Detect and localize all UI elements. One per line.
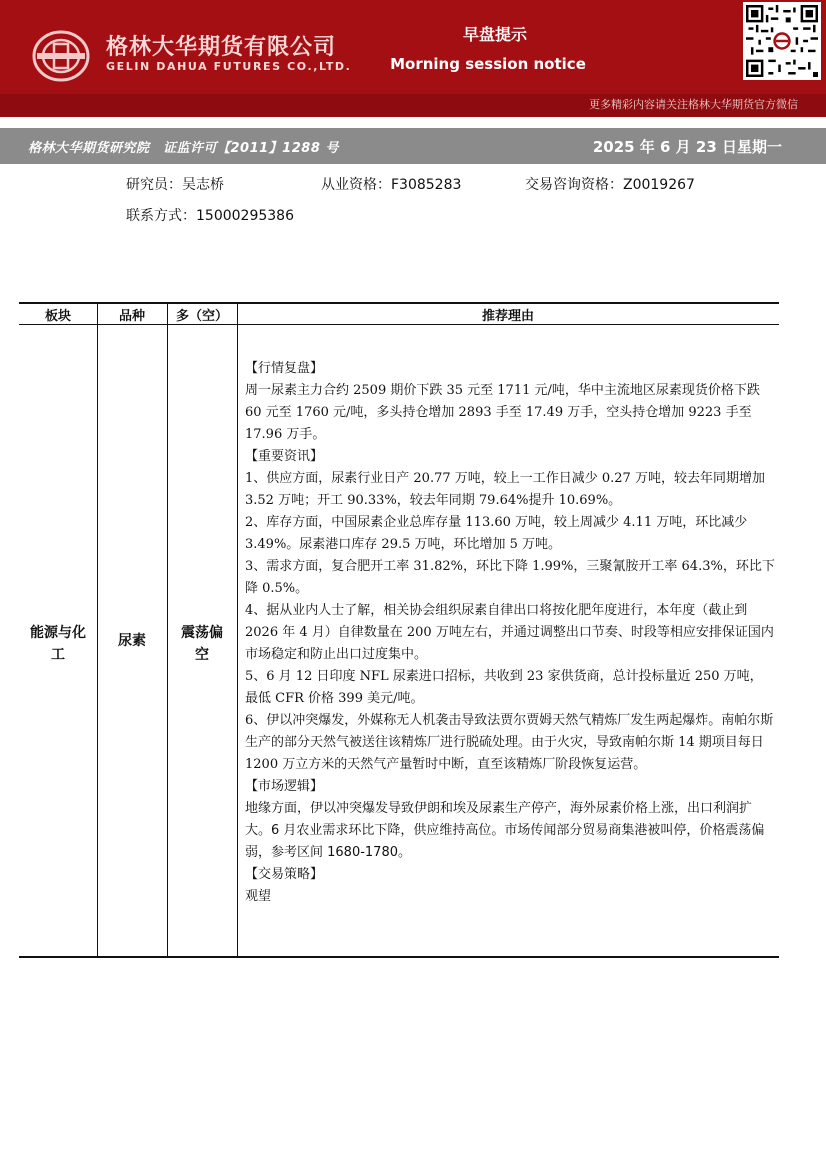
table-col-divider	[237, 302, 238, 958]
company-name-cn: 格林大华期货有限公司	[106, 34, 337, 60]
reason-paragraph: 1、供应方面，尿素行业日产 20.77 万吨，较上一工作日减少 0.27 万吨，较去年同期增加 3.52 万吨；开工 90.33%，较去年同期 79.64%提升 10.69%。	[245, 471, 765, 508]
reason-paragraph: 3、需求方面，复合肥开工率 31.82%，环比下降 1.99%，三聚氰胺开工率 64.3%，环比下降 0.5%。	[245, 559, 775, 596]
report-title-cn: 早盘提示	[462, 25, 527, 44]
reason-cell	[245, 358, 775, 908]
researcher-name: 研究员：吴志桥	[126, 177, 224, 193]
report-date: 2025 年 6 月 23 日星期一	[592, 138, 782, 156]
header-reason: 推荐理由	[481, 309, 534, 324]
institute-strip	[0, 128, 826, 164]
contact-info: 联系方式：15000295386	[126, 208, 294, 224]
header-product: 品种	[118, 309, 145, 324]
header-sector: 板块	[44, 309, 71, 324]
table-top-border	[19, 302, 779, 304]
wechat-qr-code-icon[interactable]	[743, 2, 821, 80]
header-banner	[0, 0, 826, 117]
direction-line: 空	[195, 647, 209, 663]
direction-line: 震荡偏	[181, 625, 223, 641]
institute-license: 格林大华期货研究院 证监许可【2011】1288 号	[28, 141, 339, 156]
wechat-follow-note: 更多精彩内容请关注格林大华期货官方微信	[589, 98, 798, 111]
header-direction: 多（空）	[175, 309, 228, 324]
product-cell: 尿素	[118, 633, 146, 649]
section-heading-strategy: 【交易策略】	[245, 867, 324, 882]
reason-paragraph: 周一尿素主力合约 2509 期价下跌 35 元至 1711 元/吨，华中主流地区尿素现货价格下跌 60 元至 1760 元/吨，多头持仓增加 2893 手至 17.49 万手，空头持仓增加 9223 手至 17.96 万手。	[245, 383, 760, 442]
sector-line: 工	[51, 647, 65, 663]
section-heading-market-logic: 【市场逻辑】	[245, 779, 324, 794]
report-title-en: Morning session notice	[390, 55, 586, 73]
reason-paragraph: 5、6 月 12 日印度 NFL 尿素进口招标，共收到 23 家供货商，总计投标量近 250 万吨，最低 CFR 价格 399 美元/吨。	[245, 669, 763, 706]
company-name-en: GELIN DAHUA FUTURES CO.,LTD.	[106, 60, 352, 73]
sector-line: 能源与化	[30, 625, 86, 641]
recommendation-table	[19, 302, 779, 958]
table-bottom-border	[19, 956, 779, 958]
reason-paragraph: 地缘方面，伊以冲突爆发导致伊朗和埃及尿素生产停产，海外尿素价格上涨，出口利润扩大。6 月农业需求环比下降，供应维持高位。市场传闻部分贸易商集港被叫停，价格震荡偏弱，参考区间 1680-1780。	[245, 801, 765, 860]
sector-cell	[19, 622, 97, 666]
reason-paragraph: 6、伊以冲突爆发，外媒称无人机袭击导致法贾尔贾姆天然气精炼厂发生两起爆炸。南帕尔斯生产的部分天然气被送往该精炼厂进行脱硫处理。由于火灾，导致南帕尔斯 14 期项目每日 1200 万立方米的天然气产量暂时中断，直至该精炼厂阶段恢复运营。	[245, 713, 774, 772]
trading-consult-qualification: 交易咨询资格：Z0019267	[525, 177, 695, 193]
reason-paragraph: 4、据从业内人士了解，相关协会组织尿素自律出口将按化肥年度进行，本年度（截止到 2026 年 4 月）自律数量在 200 万吨左右，并通过调整出口节奏、时段等相应安排保证国内市场稳定和防止出口过度集中。	[245, 603, 774, 662]
company-logo-icon	[32, 30, 90, 82]
direction-cell	[167, 622, 237, 666]
reason-paragraph: 2、库存方面，中国尿素企业总库存量 113.60 万吨，较上周减少 4.11 万吨，环比减少 3.49%。尿素港口库存 29.5 万吨，环比增加 5 万吨。	[245, 515, 748, 552]
table-header-border	[19, 324, 779, 325]
section-heading-news: 【重要资讯】	[245, 449, 324, 464]
practice-qualification: 从业资格：F3085283	[321, 177, 462, 193]
strategy-text: 观望	[245, 889, 272, 904]
section-heading-market-review: 【行情复盘】	[245, 361, 324, 376]
